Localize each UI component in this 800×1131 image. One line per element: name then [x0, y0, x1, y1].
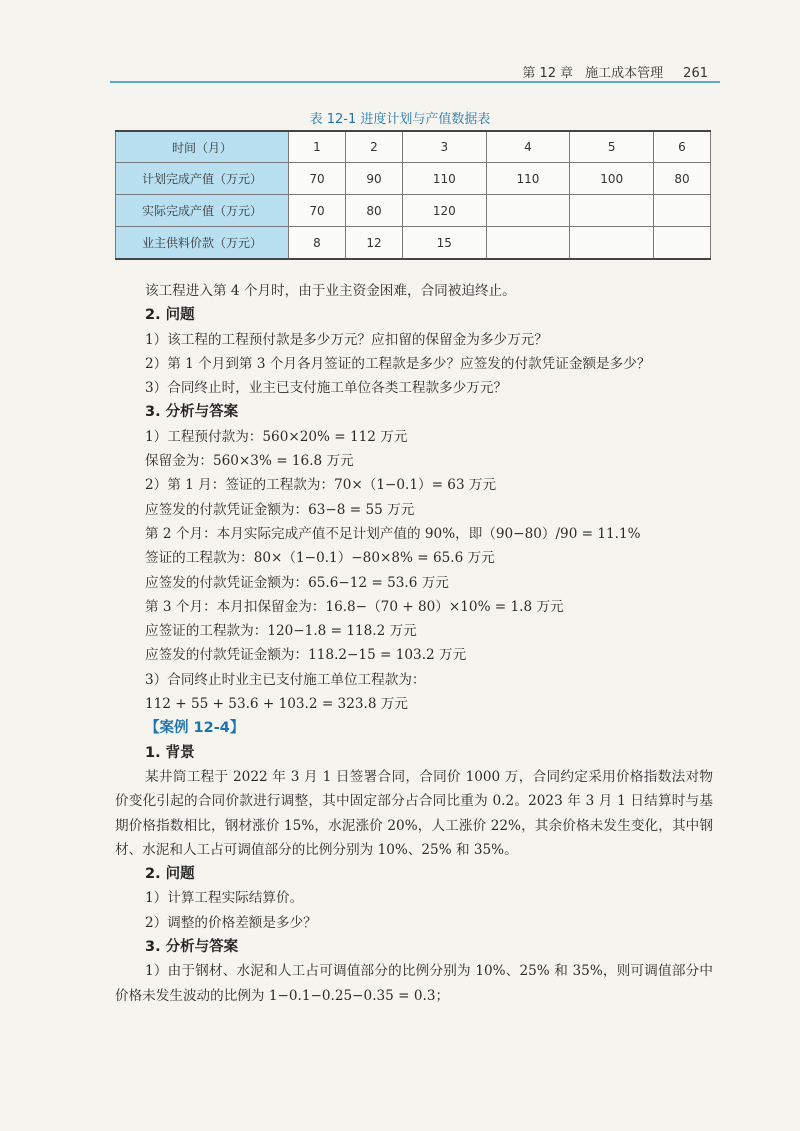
table-header-cell: 3	[402, 131, 486, 163]
table-row	[116, 227, 711, 260]
answer-line: 应签发的付款凭证金额为：63−8 = 55 万元	[145, 501, 415, 518]
answer-line: 应签证的工程款为：120−1.8 = 118.2 万元	[145, 623, 417, 640]
table-header-cell: 时间（月）	[116, 131, 289, 163]
answer-line: 保留金为：560×3% = 16.8 万元	[145, 453, 354, 470]
question-3: 3）合同终止时，业主已支付施工单位各类工程款多少万元？	[145, 380, 508, 397]
table-header-cell: 6	[653, 131, 710, 163]
table-cell	[486, 195, 570, 227]
page-number: 261	[683, 66, 708, 81]
table-cell: 8	[289, 227, 346, 260]
table-cell	[570, 195, 654, 227]
table-cell	[653, 227, 710, 260]
case-label: 【案例 12-4】	[145, 720, 245, 737]
table-header-cell: 5	[570, 131, 654, 163]
table-cell	[486, 227, 570, 260]
section-heading-questions: 2. 问题	[145, 307, 195, 324]
section-heading-answers-2: 3. 分析与答案	[145, 939, 239, 956]
answer-line: 应签发的付款凭证金额为：65.6−12 = 53.6 万元	[145, 574, 449, 591]
section-heading-background: 1. 背景	[145, 744, 195, 761]
body-text	[115, 279, 713, 1008]
table-header-cell: 2	[345, 131, 402, 163]
question-1: 1）该工程的工程预付款是多少万元？应扣留的保留金为多少万元？	[145, 331, 548, 348]
page-header	[0, 0, 800, 84]
chapter-title: 施工成本管理	[585, 66, 664, 81]
table-header-cell: 1	[289, 131, 346, 163]
table-cell: 70	[289, 163, 346, 195]
running-head	[522, 62, 708, 81]
table-caption: 表 12-1 进度计划与产值数据表	[309, 112, 491, 127]
table-row	[116, 195, 711, 227]
table-cell: 70	[289, 195, 346, 227]
section-heading-answers: 3. 分析与答案	[145, 404, 239, 421]
question-line: 1）计算工程实际结算价。	[145, 890, 304, 907]
section-heading-questions-2: 2. 问题	[145, 866, 195, 883]
table-cell	[570, 227, 654, 260]
answer-line: 112 + 55 + 53.6 + 103.2 = 323.8 万元	[145, 696, 408, 713]
question-2: 2）第 1 个月到第 3 个月各月签证的工程款是多少？应签发的付款凭证金额是多少？	[145, 355, 651, 372]
answer-line: 签证的工程款为：80×（1−0.1）−80×8% = 65.6 万元	[145, 550, 495, 567]
answer-line: 第 3 个月：本月扣保留金为：16.8−（70 + 80）×10% = 1.8 万元	[145, 598, 564, 615]
table-cell: 100	[570, 163, 654, 195]
question-line: 2）调整的价格差额是多少？	[145, 914, 317, 931]
table-header-cell: 4	[486, 131, 570, 163]
table-cell: 15	[402, 227, 486, 260]
table-header-row	[116, 131, 711, 163]
background-paragraph: 某井筒工程于 2022 年 3 月 1 日签署合同，合同价 1000 万，合同约定采用价格指数法对物价变化引起的合同价款进行调整，其中固定部分占合同比重为 0.2。2023 年 3 月 1 日结算时与基期价格指数相比，钢材涨价 15%，水泥涨价 20%，人工涨价 22%，其余价格未发生变化，其中钢材、水泥和人工占可调值部分的比例分别为 10%、25% 和 35%。	[115, 768, 713, 858]
table-cell: 80	[345, 195, 402, 227]
answer-line: 3）合同终止时业主已支付施工单位工程款为：	[145, 671, 426, 688]
table-cell: 120	[402, 195, 486, 227]
table-cell	[653, 195, 710, 227]
table-cell: 90	[345, 163, 402, 195]
table-cell: 12	[345, 227, 402, 260]
table-row	[116, 163, 711, 195]
intro-paragraph: 该工程进入第 4 个月时，由于业主资金困难，合同被迫终止。	[145, 283, 516, 299]
answer-line: 应签发的付款凭证金额为：118.2−15 = 103.2 万元	[145, 647, 467, 664]
progress-value-table	[115, 130, 711, 260]
chapter-number: 第 12 章	[522, 66, 574, 81]
row-label: 业主供料价款（万元）	[116, 227, 289, 260]
answer-line: 第 2 个月：本月实际完成产值不足计划产值的 90%，即（90−80）/90 = 11.1%	[145, 525, 641, 542]
table-cell: 110	[486, 163, 570, 195]
table-cell: 80	[653, 163, 710, 195]
row-label: 计划完成产值（万元）	[116, 163, 289, 195]
header-rule	[110, 81, 720, 83]
answer-line: 1）工程预付款为：560×20% = 112 万元	[145, 428, 408, 445]
row-label: 实际完成产值（万元）	[116, 195, 289, 227]
table-cell: 110	[402, 163, 486, 195]
answer-paragraph: 1）由于钢材、水泥和人工占可调值部分的比例分别为 10%、25% 和 35%，则可调值部分中价格未发生波动的比例为 1−0.1−0.25−0.35 = 0.3；	[115, 963, 713, 1004]
answer-line: 2）第 1 月：签证的工程款为：70×（1−0.1）= 63 万元	[145, 477, 497, 494]
